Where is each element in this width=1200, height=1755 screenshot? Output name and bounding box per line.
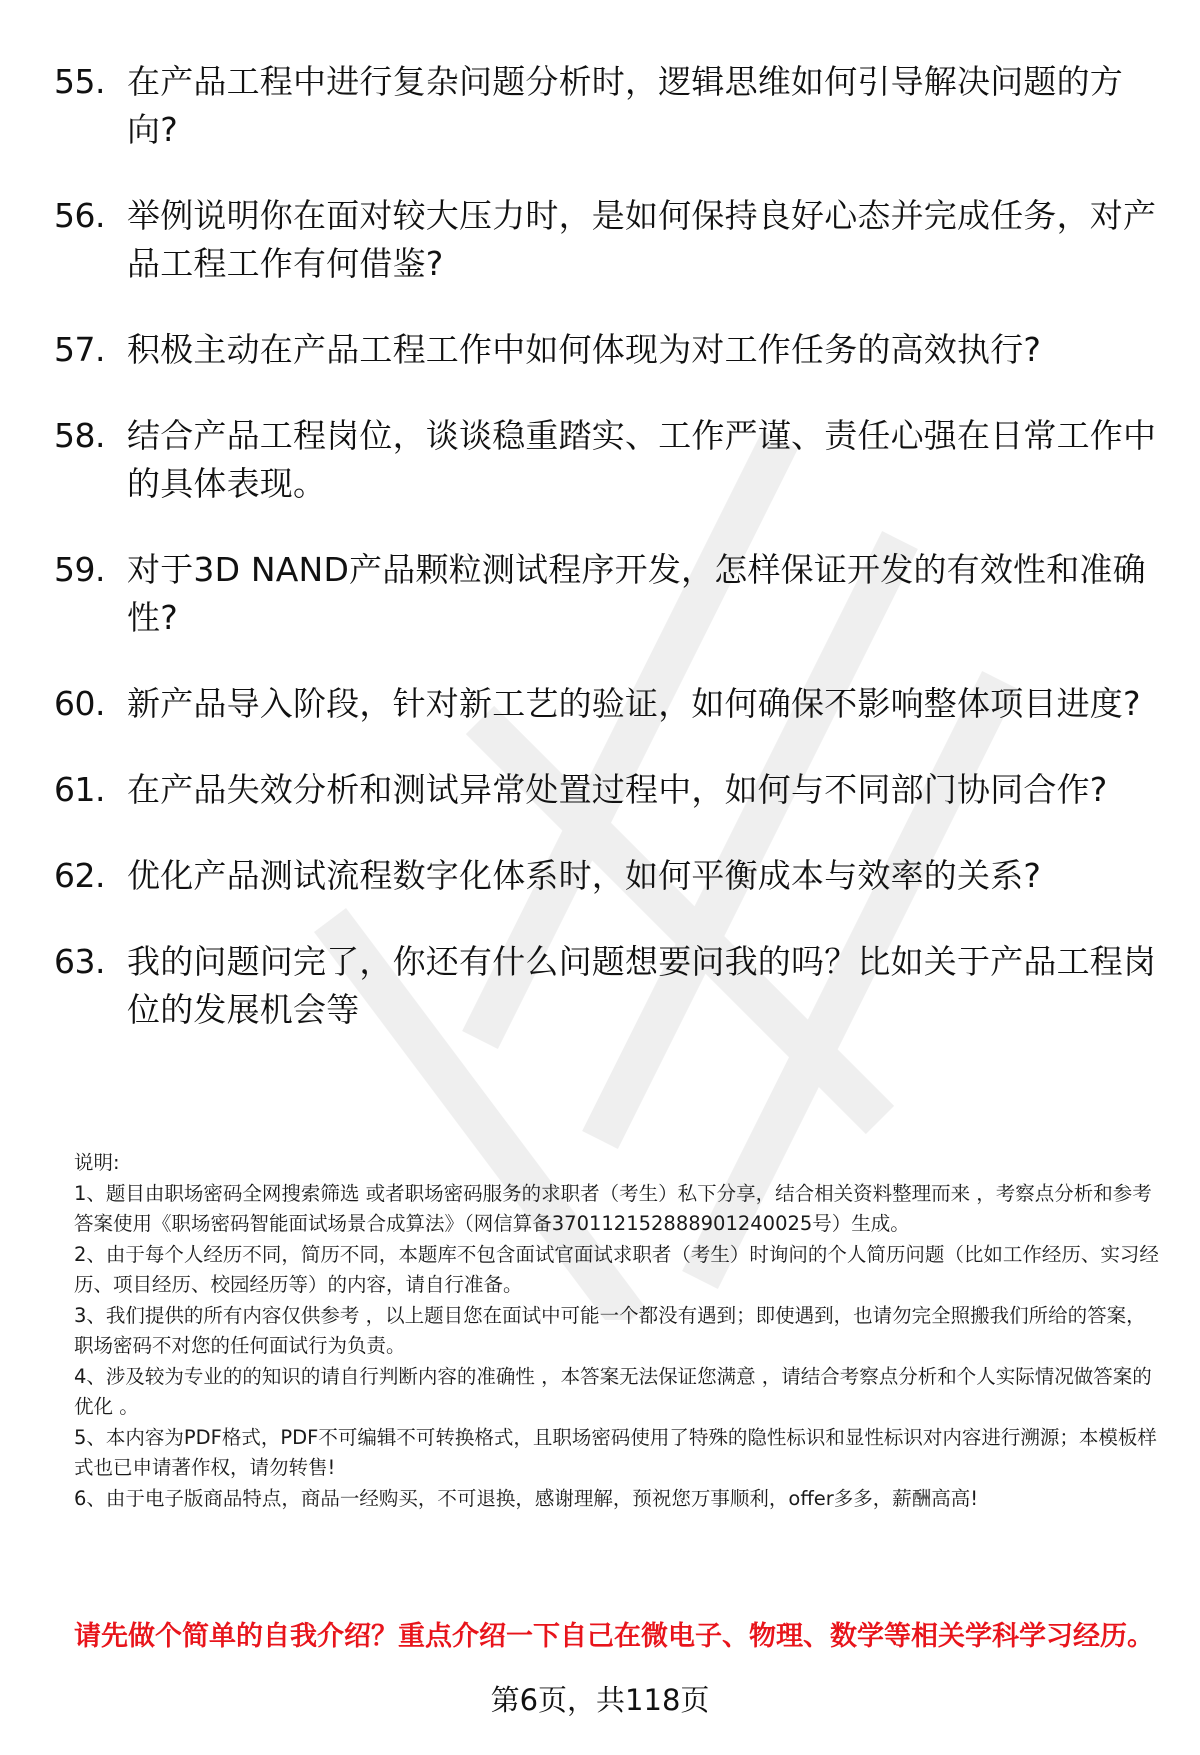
question-item — [54, 852, 1164, 900]
question-number: 63. — [54, 942, 105, 981]
question-number: 61. — [54, 770, 105, 809]
note-item: 1、题目由职场密码全网搜索筛选 或者职场密码服务的求职者（考生）私下分享，结合相关资料整理而来 ，考察点分析和参考答案使用《职场密码智能面试场景合成算法》（网信算备370112152888901240025号）生成。 — [74, 1181, 1152, 1235]
question-number: 59. — [54, 550, 105, 589]
question-item — [54, 938, 1164, 1034]
question-number: 62. — [54, 856, 105, 895]
note-item: 6、由于电子版商品特点，商品一经购买，不可退换，感谢理解，预祝您万事顺利，offer多多，薪酬高高! — [74, 1486, 979, 1510]
note-item: 2、由于每个人经历不同，简历不同，本题库不包含面试官面试求职者（考生）时询问的个人简历问题（比如工作经历、实习经历、项目经历、校园经历等）的内容，请自行准备。 — [74, 1242, 1159, 1296]
question-text: 结合产品工程岗位，谈谈稳重踏实、工作严谨、责任心强在日常工作中的具体表现。 — [127, 416, 1157, 503]
question-text: 我的问题问完了，你还有什么问题想要问我的吗？比如关于产品工程岗位的发展机会等 — [127, 942, 1157, 1029]
question-list — [54, 58, 1164, 1072]
highlight-question: 请先做个简单的自我介绍？重点介绍一下自己在微电子、物理、数学等相关学科学习经历。 — [74, 1621, 1154, 1652]
question-item — [54, 58, 1164, 154]
question-text: 新产品导入阶段，针对新工艺的验证，如何确保不影响整体项目进度? — [127, 684, 1141, 723]
note-item: 4、涉及较为专业的的知识的请自行判断内容的准确性 ，本答案无法保证您满意 ，请结合考察点分析和个人实际情况做答案的优化 。 — [74, 1364, 1152, 1418]
question-number: 58. — [54, 416, 105, 455]
question-number: 55. — [54, 62, 105, 101]
note-item: 3、我们提供的所有内容仅供参考 ，以上题目您在面试中可能一个都没有遇到；即使遇到，也请勿完全照搬我们所给的答案，职场密码不对您的任何面试行为负责。 — [74, 1303, 1146, 1357]
question-text: 对于3D NAND产品颗粒测试程序开发，怎样保证开发的有效性和准确性? — [127, 550, 1146, 637]
question-text: 在产品失效分析和测试异常处置过程中，如何与不同部门协同合作? — [127, 770, 1108, 809]
question-number: 57. — [54, 330, 105, 369]
note-item: 5、本内容为PDF格式，PDF不可编辑不可转换格式，且职场密码使用了特殊的隐性标识和显性标识对内容进行溯源；本模板样式也已申请著作权，请勿转售! — [74, 1425, 1157, 1479]
question-item — [54, 546, 1164, 642]
question-item — [54, 326, 1164, 374]
question-text: 积极主动在产品工程工作中如何体现为对工作任务的高效执行? — [127, 330, 1042, 369]
page-number: 第6页，共118页 — [490, 1683, 710, 1717]
question-number: 56. — [54, 196, 105, 235]
question-text: 优化产品测试流程数字化体系时，如何平衡成本与效率的关系? — [127, 856, 1042, 895]
question-item — [54, 192, 1164, 288]
notes-title: 说明: — [74, 1151, 120, 1174]
question-item — [54, 412, 1164, 508]
question-item — [54, 766, 1164, 814]
question-text: 在产品工程中进行复杂问题分析时，逻辑思维如何引导解决问题的方向? — [127, 62, 1123, 149]
question-number: 60. — [54, 684, 105, 723]
question-item — [54, 680, 1164, 728]
question-text: 举例说明你在面对较大压力时，是如何保持良好心态并完成任务，对产品工程工作有何借鉴? — [127, 196, 1157, 283]
notes-section — [74, 1148, 1164, 1514]
